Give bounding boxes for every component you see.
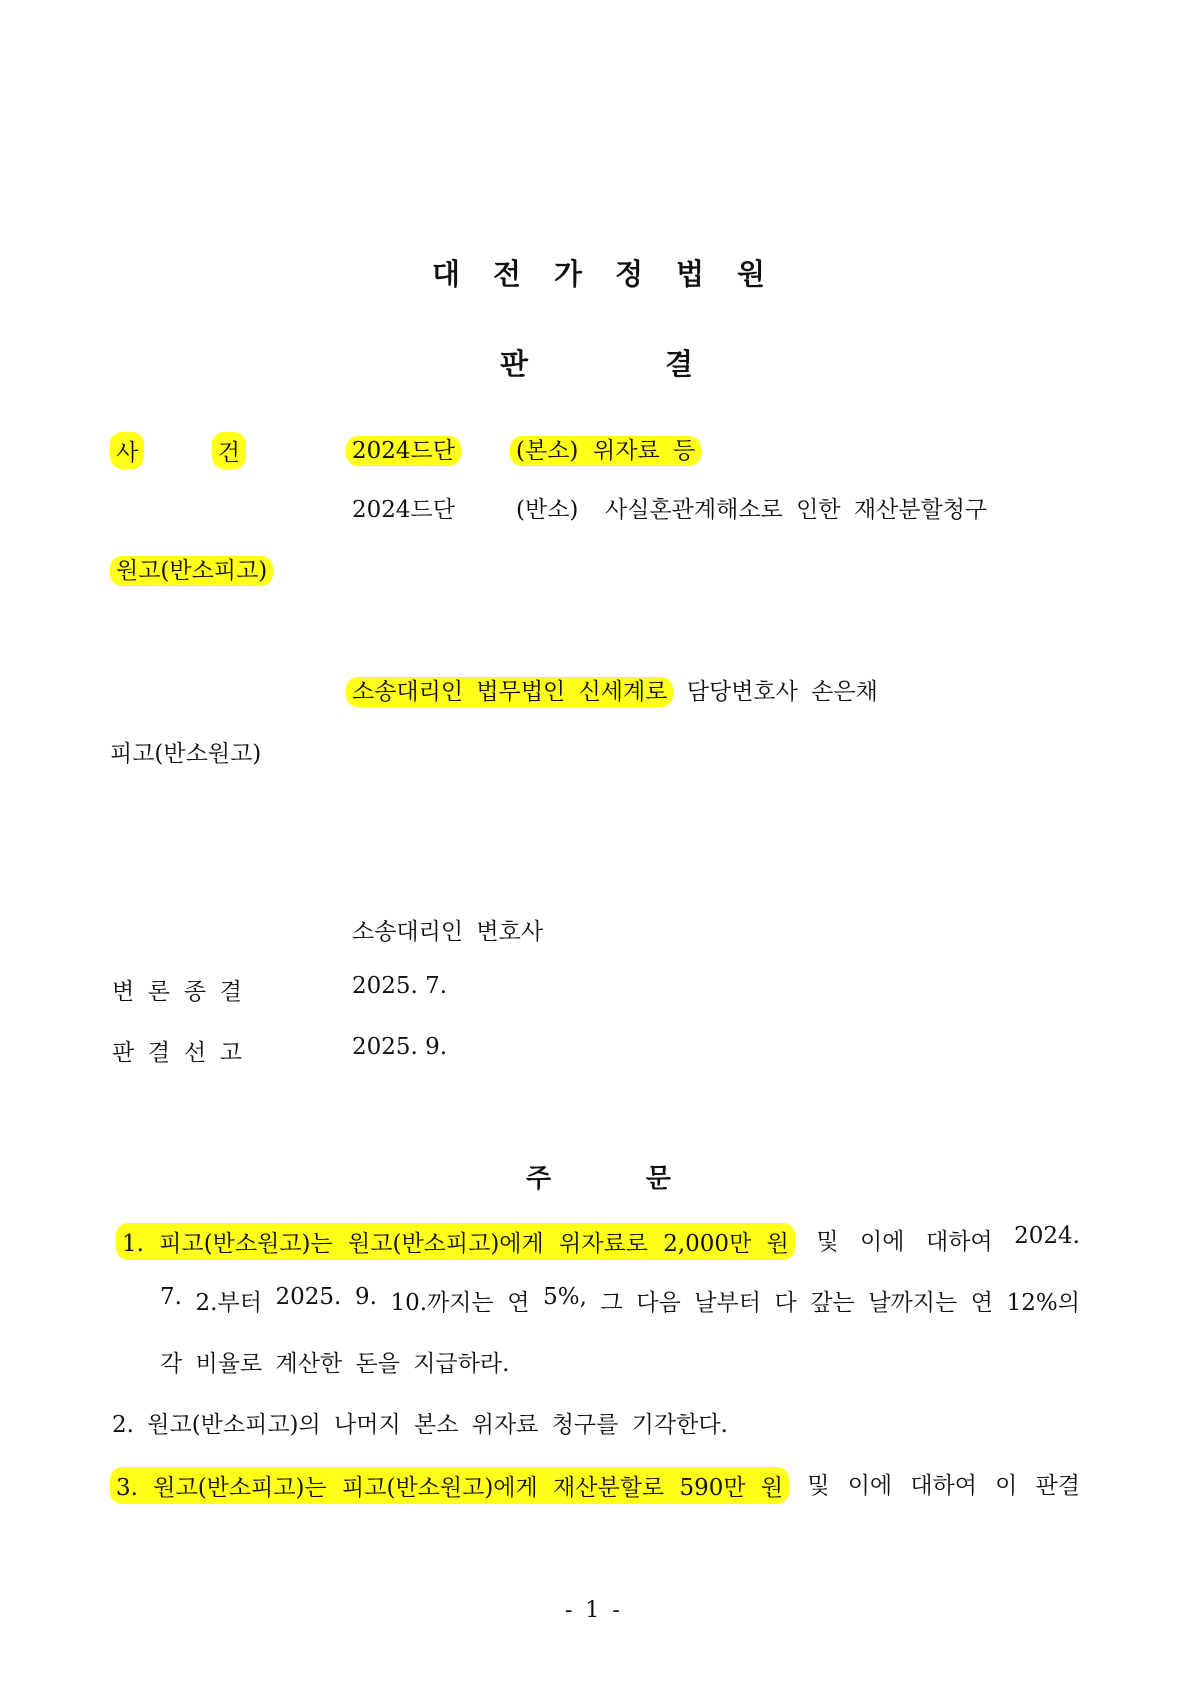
closing-label: 변 론 종 결 — [112, 979, 242, 1005]
case-type: (본소) — [516, 438, 579, 464]
document-type — [500, 342, 694, 383]
order-item-1-highlight: 1. 피고(반소원고)는 원고(반소피고)에게 위자료로 2,000만 원 — [116, 1223, 795, 1260]
case-entry-counter — [352, 491, 455, 524]
plaintiff-counsel — [352, 673, 878, 706]
plaintiff-label: 원고(반소피고) — [116, 552, 273, 585]
case-number: 2024드단 — [346, 436, 461, 466]
case-title-highlight — [510, 436, 701, 466]
defendant-counsel: 소송대리인 변호사 — [352, 919, 544, 945]
document-type-char: 결 — [665, 347, 694, 381]
case-title: 위자료 등 — [593, 438, 696, 464]
order-item-3-line-1: 3. 원고(반소피고)는 피고(반소원고)에게 재산분할로 590만 원 및 이에 대하여 이 판결 — [116, 1467, 1080, 1504]
case-entry-main-title — [516, 432, 701, 465]
page-number: - 1 - — [565, 1598, 620, 1623]
case-number: 2024드단 — [352, 497, 455, 523]
court-name-char: 전 — [493, 257, 522, 291]
case-title: 사실혼관계해소로 인한 재산분할청구 — [605, 497, 988, 523]
defendant-label: 피고(반소원고) — [110, 741, 262, 767]
order-item-3-highlight: 3. 원고(반소피고)는 피고(반소원고)에게 재산분할로 590만 원 — [110, 1467, 789, 1504]
court-name-char: 원 — [737, 257, 766, 291]
case-label-char: 건 — [212, 432, 246, 469]
verdict-label: 판 결 선 고 — [112, 1040, 242, 1066]
case-label — [116, 432, 246, 469]
verdict-date: 2025. 9. — [352, 1034, 448, 1060]
court-name-char: 법 — [676, 257, 705, 291]
court-name-char: 정 — [615, 257, 644, 291]
order-item-1-line-2: 7. 2.부터 2025. 9. 10.까지는 연 5%, 그 다음 날부터 다 갚는 날까지는 연 12%의 — [160, 1284, 1080, 1316]
case-label-char: 사 — [110, 432, 144, 469]
case-entry-counter-title — [516, 491, 987, 524]
case-type: (반소) — [516, 497, 579, 523]
closing-date: 2025. 7. — [352, 973, 448, 999]
order-item-1-line-3: 각 비율로 계산한 돈을 지급하라. — [160, 1351, 510, 1377]
plaintiff-counsel-attorney: 담당변호사 손은채 — [686, 679, 878, 705]
court-name-char: 가 — [554, 257, 583, 291]
plaintiff-counsel-firm: 소송대리인 법무법인 신세계로 — [346, 677, 673, 707]
case-entry-main — [352, 432, 461, 465]
order-item-2: 2. 원고(반소피고)의 나머지 본소 위자료 청구를 기각한다. — [112, 1412, 728, 1438]
document-type-char: 판 — [500, 347, 529, 381]
court-name-char: 대 — [432, 257, 461, 291]
order-heading: 주 문 — [526, 1164, 671, 1194]
order-item-1-line-1: 1. 피고(반소원고)는 원고(반소피고)에게 위자료로 2,000만 원 및 이에 대하여 2024. — [122, 1223, 1080, 1260]
court-name — [432, 252, 766, 293]
